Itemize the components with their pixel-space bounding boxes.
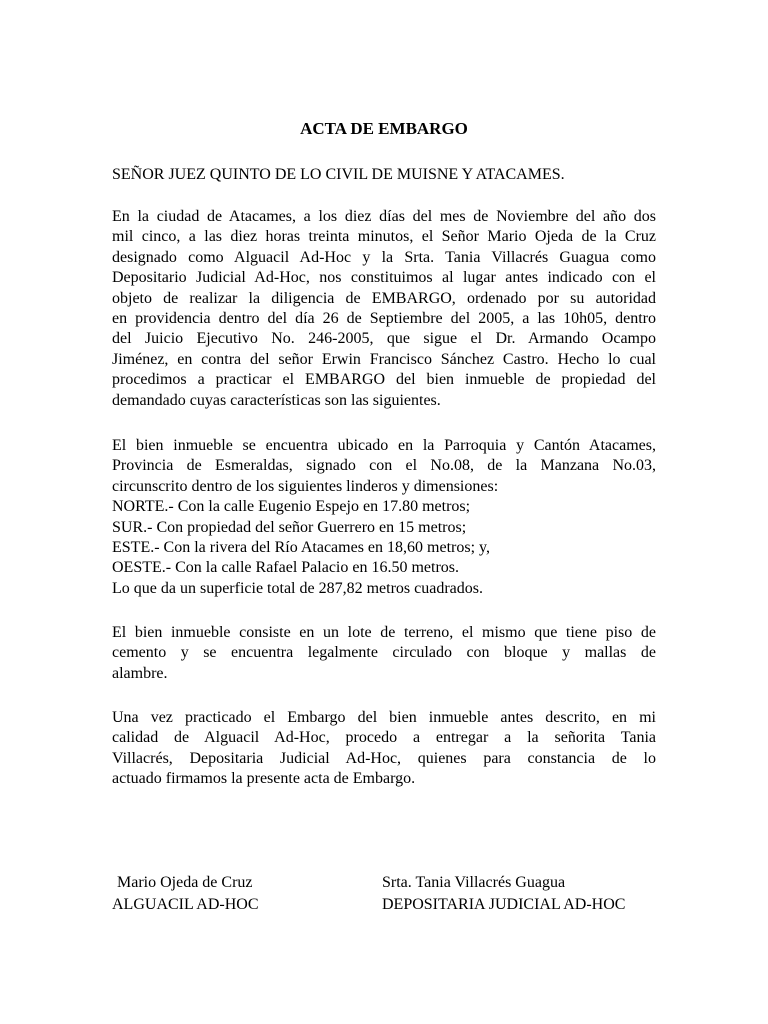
paragraph-line: objeto de realizar la diligencia de EMBARGO, ordenado por su autoridad <box>112 289 656 307</box>
paragraph-line: Jiménez, en contra del señor Erwin Francisco Sánchez Castro. Hecho lo cual <box>112 350 656 368</box>
signatory-role: ALGUACIL AD-HOC <box>112 896 259 913</box>
total-area: Lo que da un superficie total de 287,82 metros cuadrados. <box>112 579 483 597</box>
boundary-south: SUR.- Con propiedad del señor Guerrero en 15 metros; <box>112 518 467 536</box>
boundary-west: OESTE.- Con la calle Rafael Palacio en 16.50 metros. <box>112 559 460 577</box>
signatory-name: Mario Ojeda de Cruz <box>117 874 253 891</box>
paragraph-line: en providencia dentro del día 26 de Septiembre del 2005, a las 10h05, dentro <box>112 310 656 328</box>
paragraph-intro <box>112 207 656 411</box>
paragraph-line: Una vez practicado el Embargo del bien inmueble antes descrito, en mi <box>112 709 656 726</box>
boundary-east: ESTE.- Con la rivera del Río Atacames en 18,60 metros; y, <box>112 539 490 557</box>
paragraph-line: Depositario Judicial Ad-Hoc, nos constituimos al lugar antes indicado con el <box>112 269 656 287</box>
signature-block-depositaria <box>382 872 625 916</box>
paragraph-line: calidad de Alguacil Ad-Hoc, procedo a entregar a la señorita Tania <box>112 729 656 747</box>
paragraph-line: demandado cuyas características son las siguientes. <box>112 391 441 409</box>
paragraph-property-location <box>112 436 656 599</box>
document-page <box>112 0 656 1024</box>
paragraph-line: Villacrés, Depositaria Judicial Ad-Hoc, quienes para constancia de lo <box>112 749 656 767</box>
paragraph-line: En la ciudad de Atacames, a los diez días del mes de Noviembre del año dos <box>112 208 656 225</box>
signature-block-alguacil <box>112 872 259 916</box>
paragraph-line: circunscrito dentro de los siguientes linderos y dimensiones: <box>112 477 499 495</box>
document-title: ACTA DE EMBARGO <box>300 119 468 138</box>
signatory-name: Srta. Tania Villacrés Guagua <box>382 874 566 891</box>
paragraph-line: procedimos a practicar el EMBARGO del bien inmueble de propiedad del <box>112 371 656 389</box>
signatory-role: DEPOSITARIA JUDICIAL AD-HOC <box>382 896 626 913</box>
paragraph-line: designado como Alguacil Ad-Hoc y la Srta. Tania Villacrés Guagua como <box>112 248 656 266</box>
paragraph-line: alambre. <box>112 664 168 682</box>
paragraph-line: El bien inmueble consiste en un lote de terreno, el mismo que tiene piso de <box>112 624 656 641</box>
paragraph-property-description <box>112 623 656 684</box>
paragraph-line: cemento y se encuentra legalmente circulado con bloque y mallas de <box>112 644 656 662</box>
paragraph-line: actuado firmamos la presente acta de Embargo. <box>112 770 416 788</box>
boundary-north: NORTE.- Con la calle Eugenio Espejo en 17.80 metros; <box>112 498 471 516</box>
paragraph-line: del Juicio Ejecutivo No. 246-2005, que sigue el Dr. Armando Ocampo <box>112 330 656 348</box>
paragraph-closing <box>112 708 656 790</box>
paragraph-line: Provincia de Esmeraldas, signado con el No.08, de la Manzana No.03, <box>112 457 656 475</box>
paragraph-line: El bien inmueble se encuentra ubicado en la Parroquia y Cantón Atacames, <box>112 437 656 454</box>
addressee-line: SEÑOR JUEZ QUINTO DE LO CIVIL DE MUISNE Y ATACAMES. <box>112 166 565 183</box>
paragraph-line: mil cinco, a las diez horas treinta minutos, el Señor Mario Ojeda de la Cruz <box>112 228 656 246</box>
